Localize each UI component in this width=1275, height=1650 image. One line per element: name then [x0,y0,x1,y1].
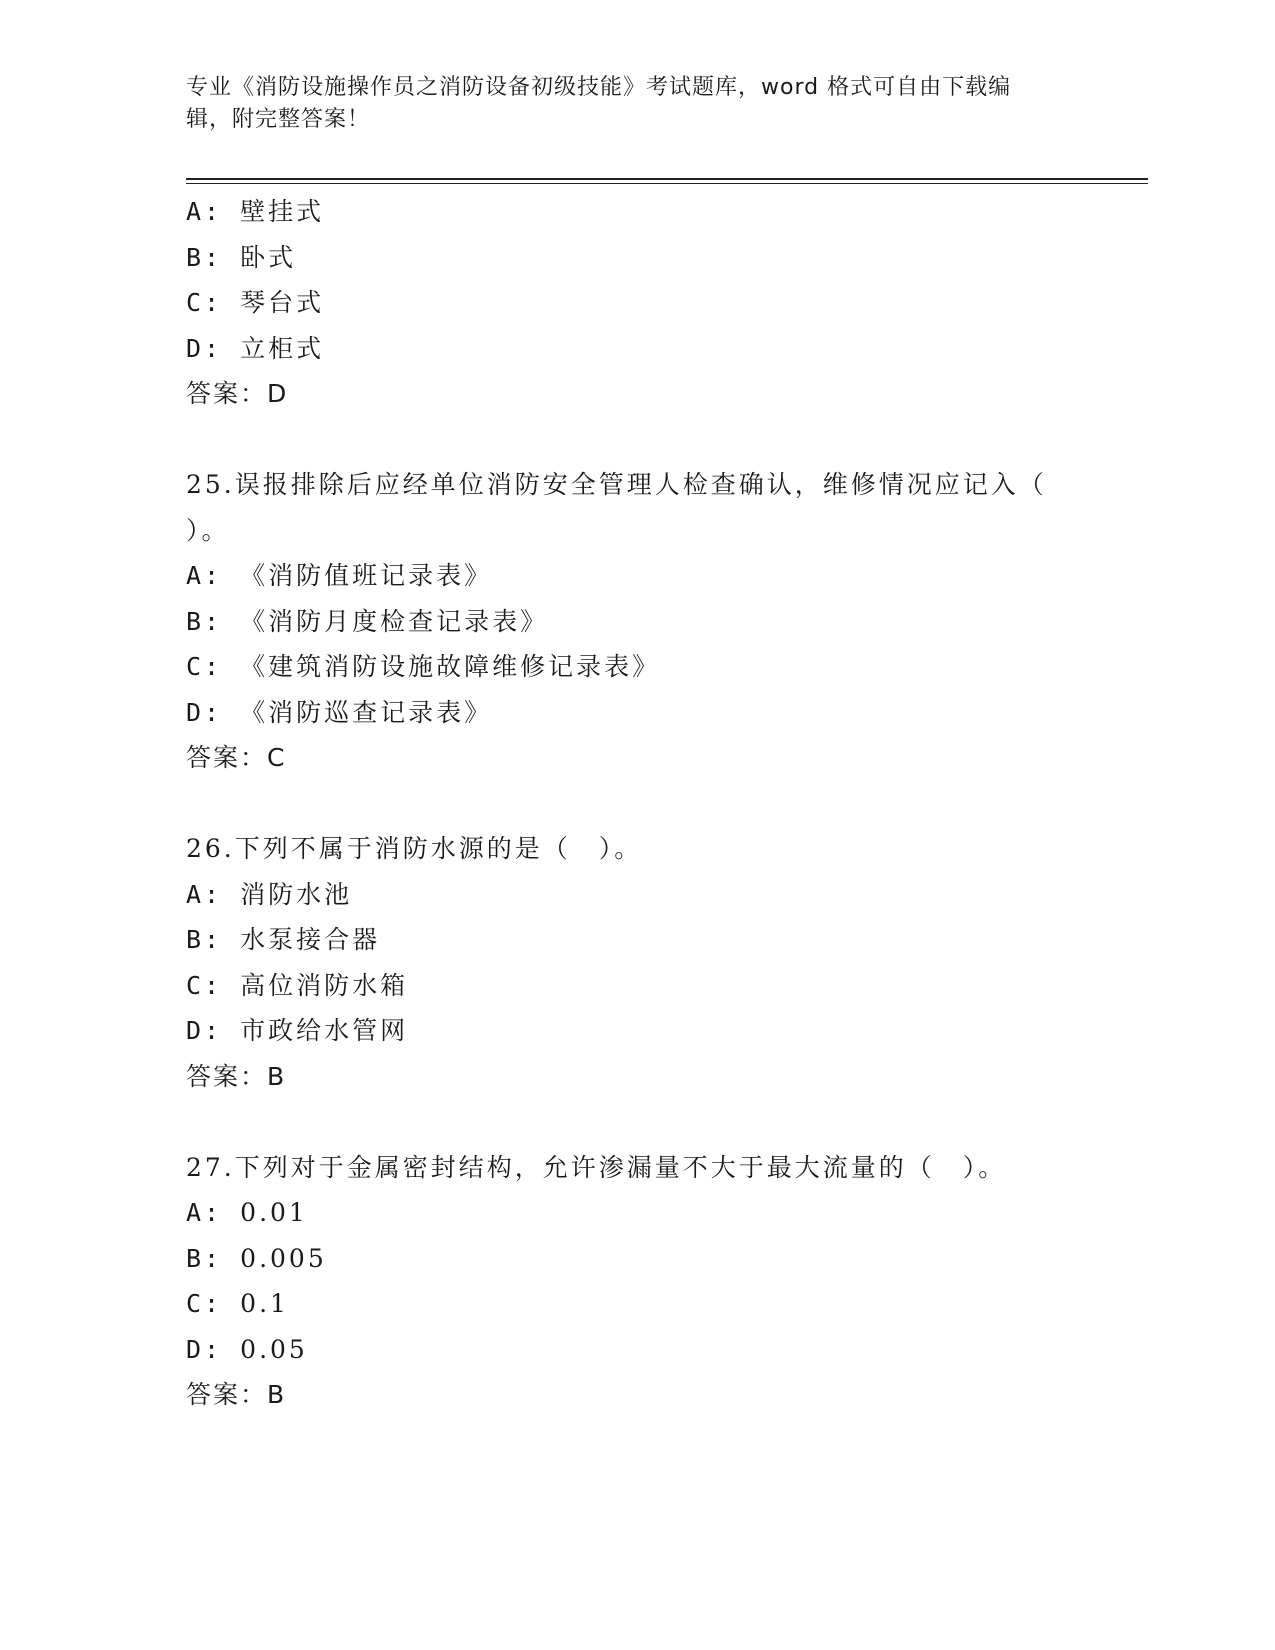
option-label: A: [186,1198,223,1227]
option-label: A: [186,561,223,590]
answer-label: 答案： [186,379,268,408]
option-c [186,644,1086,690]
option-label: B: [186,1243,223,1273]
option-text: 0.1 [240,1289,289,1318]
option-label: C: [186,652,223,681]
option-c [186,280,1086,326]
question-stem-line: ）。 [186,515,230,545]
option-label: D: [186,333,223,363]
option-label: B: [186,925,223,954]
answer-line [186,1372,1086,1418]
answer-line [186,371,1086,417]
option-text: 立柜式 [240,333,325,363]
option-d [186,1008,1086,1054]
option-c [186,1281,1086,1327]
header-divider-thin [186,183,1148,184]
answer-line [186,735,1086,781]
option-b [186,917,1086,963]
option-text: 高位消防水箱 [240,970,409,1000]
question-block [186,826,1086,1099]
option-text: 水泵接合器 [240,925,381,954]
option-b [186,1236,1086,1282]
document-header [186,72,1066,136]
option-label: A: [186,879,223,909]
answer-value: B [267,1380,287,1409]
question-stem-line: 25.误报排除后应经单位消防安全管理人检查确认，维修情况应记入（ [186,470,1047,499]
question-stem-line: 27.下列对于金属密封结构，允许渗漏量不大于最大流量的（ ）。 [186,1152,1007,1182]
option-label: B: [186,606,223,636]
answer-label: 答案： [186,1061,268,1091]
option-text: 卧式 [240,242,297,272]
answer-value: C [267,743,287,772]
option-a [186,189,1086,235]
option-label: C: [186,970,223,1000]
spacer [186,781,1086,827]
option-text: 《建筑消防设施故障维修记录表》 [240,652,661,681]
question-list [186,189,1086,1418]
option-label: B: [186,242,223,272]
option-b [186,235,1086,281]
answer-value: B [267,1061,287,1091]
option-text: 琴台式 [240,288,325,317]
header-line-1: 专业《消防设施操作员之消防设备初级技能》考试题库，word 格式可自由下载编 [186,75,1012,100]
option-c [186,963,1086,1009]
option-text: 0.01 [240,1198,308,1227]
option-label: D: [186,1016,223,1045]
option-d [186,326,1086,372]
answer-label: 答案： [186,743,268,772]
answer-label: 答案： [186,1380,268,1409]
spacer [186,417,1086,463]
option-text: 0.05 [240,1334,308,1364]
option-label: D: [186,1334,223,1364]
question-block [186,462,1086,781]
option-text: 市政给水管网 [240,1016,409,1045]
option-text: 《消防值班记录表》 [240,561,493,590]
answer-line [186,1054,1086,1100]
header-line-2: 辑，附完整答案！ [186,107,371,132]
question-block [186,189,1086,417]
option-label: C: [186,1289,223,1318]
option-a [186,1190,1086,1236]
answer-value: D [267,379,289,408]
option-text: 0.005 [240,1243,327,1273]
header-divider-thick [186,178,1148,180]
option-label: A: [186,197,223,226]
option-text: 《消防月度检查记录表》 [240,606,549,636]
question-block [186,1145,1086,1418]
option-text: 《消防巡查记录表》 [240,697,493,727]
option-d [186,690,1086,736]
option-a [186,553,1086,599]
option-a [186,872,1086,918]
option-b [186,599,1086,645]
option-text: 消防水池 [240,879,353,909]
question-stem-line: 26.下列不属于消防水源的是（ ）。 [186,834,643,863]
option-text: 壁挂式 [240,197,325,226]
option-d [186,1327,1086,1373]
spacer [186,1099,1086,1145]
option-label: D: [186,697,223,727]
option-label: C: [186,288,223,317]
